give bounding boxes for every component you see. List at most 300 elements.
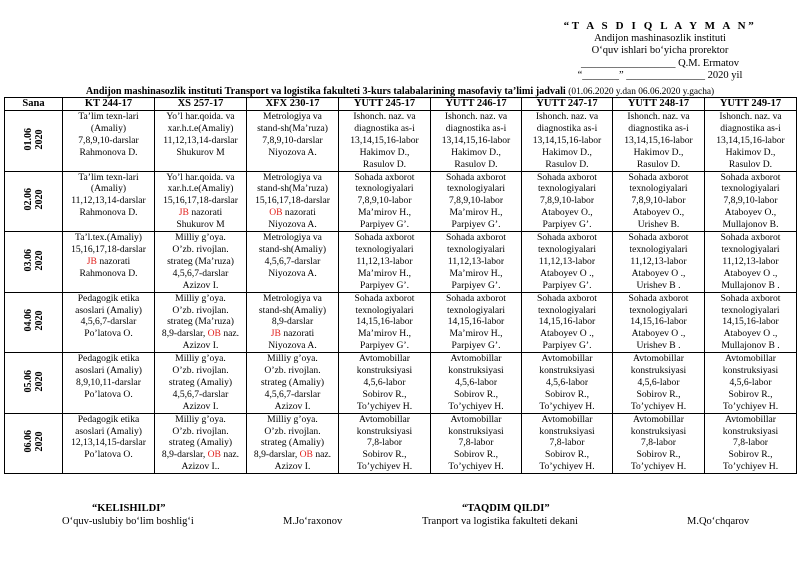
- cell-line: [248, 305, 337, 317]
- cell-text: Ma’mirov H.,: [449, 328, 503, 340]
- cell-text: Sobirov R.,: [545, 449, 589, 461]
- cell-text: 7,8-labor: [458, 437, 494, 449]
- date-cell: [5, 353, 63, 414]
- approval-institution: Andijon mashinasozlik instituti: [594, 32, 726, 44]
- presented-position: Tranport va logistika fakulteti dekani: [422, 516, 578, 527]
- approval-signature-line: __________________ Q.M. Ermatov: [580, 57, 740, 69]
- cell-line: [340, 135, 429, 147]
- cell-text: 8,9-darslar,: [161, 328, 208, 340]
- cell-line: [706, 316, 795, 328]
- cell-line: [248, 365, 337, 377]
- agreed-title: “KELISHILDI”: [92, 503, 166, 514]
- cell-text: Sohada axborot: [354, 232, 415, 244]
- cell-line: [340, 244, 429, 256]
- cell-text: Ataboyev O .,: [631, 267, 686, 279]
- cell-line: [432, 305, 520, 317]
- cell-line: [340, 172, 429, 184]
- cell-line: [64, 365, 153, 377]
- cell-text: To’ychiyev H.: [448, 461, 504, 473]
- cell-line: [432, 123, 520, 135]
- cell-text: Sohada axborot: [446, 292, 506, 304]
- cell-text: konstruksiyasi: [539, 365, 595, 377]
- cell-line: [248, 414, 337, 426]
- cell-line: [523, 244, 611, 256]
- cell-text: nazorati: [188, 207, 223, 219]
- schedule-cell: [613, 353, 705, 414]
- cell-line: [706, 401, 795, 413]
- cell-line: [248, 389, 337, 401]
- date-label: [23, 188, 45, 211]
- cell-text: konstruksiyasi: [722, 365, 779, 377]
- cell-text: 14,15,16-labor: [538, 316, 596, 328]
- cell-text: 13,14,15,16-labor: [350, 134, 419, 146]
- schedule-cell: [431, 111, 522, 172]
- schedule-cell: [247, 413, 339, 474]
- cell-line: [340, 389, 429, 401]
- cell-text: 14,15,16-labor: [630, 316, 687, 328]
- cell-line: [523, 256, 611, 268]
- cell-line: [523, 232, 611, 244]
- cell-text: Parpiyev G’.: [359, 279, 410, 291]
- cell-line: [614, 353, 703, 365]
- cell-line: [156, 449, 245, 461]
- cell-text: Azizov I.: [182, 279, 219, 291]
- cell-text: O’zb. rivojlan.: [172, 425, 229, 437]
- cell-text: Urishev B.: [637, 219, 680, 231]
- cell-line: [706, 426, 795, 438]
- agreed-position: O‘quv-uslubiy bo‘lim boshlig‘i: [62, 516, 194, 527]
- cell-line: [523, 219, 611, 231]
- column-header: YUTT 248-17: [613, 98, 705, 111]
- cell-line: [432, 268, 520, 280]
- cell-text: Azizov I.: [182, 400, 219, 412]
- cell-line: [614, 437, 703, 449]
- cell-line: [706, 183, 795, 195]
- cell-text: strateg (Ma’ruza): [167, 255, 234, 267]
- cell-text: 4,5,6,7-darslar: [172, 388, 229, 400]
- cell-line: [614, 365, 703, 377]
- cell-text: Metrologiya va: [263, 292, 322, 304]
- cell-line: [614, 135, 703, 147]
- cell-line: [706, 256, 795, 268]
- table-header-row: [5, 98, 797, 111]
- cell-line: [64, 377, 153, 389]
- cell-line: [248, 111, 337, 123]
- cell-line: [156, 426, 245, 438]
- cell-line: [432, 111, 520, 123]
- cell-line: [248, 401, 337, 413]
- control-type-label: OB: [299, 449, 313, 461]
- cell-line: [706, 111, 795, 123]
- cell-text: Niyozova A.: [268, 340, 317, 352]
- cell-text: Milliy g’oya.: [267, 413, 318, 425]
- cell-text: Metrologiya va: [263, 232, 322, 244]
- cell-text: 7,8,9,10-darslar: [78, 134, 139, 146]
- cell-text: Yo’l har.qoida. va: [166, 111, 235, 122]
- cell-text: Ataboyev O .,: [631, 328, 686, 340]
- cell-line: [248, 183, 337, 195]
- cell-line: [523, 195, 611, 207]
- cell-text: asoslari (Amaliy): [75, 304, 142, 316]
- control-type-label: JB: [86, 255, 97, 267]
- cell-text: Sohada axborot: [537, 232, 597, 244]
- cell-line: [432, 401, 520, 413]
- cell-line: [340, 183, 429, 195]
- cell-line: [340, 195, 429, 207]
- cell-line: [614, 305, 703, 317]
- cell-line: [706, 159, 795, 171]
- cell-text: Azizov I.: [274, 400, 311, 412]
- schedule-cell: [155, 232, 247, 293]
- cell-line: [156, 135, 245, 147]
- cell-text: To’ychiyev H.: [539, 400, 595, 412]
- cell-text: Sobirov R.,: [636, 388, 681, 400]
- table-body: [5, 111, 797, 474]
- cell-line: [432, 449, 520, 461]
- cell-text: Ataboyev O .,: [723, 328, 778, 340]
- table-row: [5, 171, 797, 232]
- cell-text: naz.: [312, 449, 332, 461]
- cell-line: [64, 353, 153, 365]
- cell-text: 8,9-darslar,: [161, 449, 208, 461]
- cell-line: [248, 232, 337, 244]
- cell-text: 14,15,16-labor: [722, 316, 779, 328]
- cell-text: 15,16,17,18-darslar: [255, 195, 330, 207]
- date-label: [23, 309, 45, 332]
- cell-line: [523, 365, 611, 377]
- cell-line: [248, 353, 337, 365]
- cell-line: [64, 426, 153, 438]
- schedule-cell: [155, 111, 247, 172]
- cell-text: konstruksiyasi: [630, 425, 687, 437]
- cell-text: Ataboyev O .,: [540, 267, 594, 279]
- cell-line: [432, 328, 520, 340]
- cell-line: [64, 316, 153, 328]
- cell-line: [432, 340, 520, 352]
- cell-text: texnologiyalari: [721, 243, 780, 255]
- cell-line: [248, 219, 337, 231]
- cell-text: Sohada axborot: [446, 232, 506, 244]
- cell-text: Rahmonova D.: [79, 207, 138, 219]
- cell-line: [614, 147, 703, 159]
- cell-line: [64, 328, 153, 340]
- cell-text: Sobirov R.,: [454, 388, 498, 400]
- cell-line: [64, 111, 153, 123]
- cell-text: O’zb. rivojlan.: [264, 425, 321, 437]
- cell-text: Hakimov D.,: [725, 146, 776, 158]
- cell-text: 4,5,6-labor: [363, 376, 406, 388]
- heading-period: (01.06.2020 y.dan 06.06.2020 y.gacha): [568, 87, 715, 97]
- cell-text: 11,12,13-labor: [722, 255, 779, 267]
- cell-text: texnologiyalari: [446, 243, 506, 255]
- cell-line: [156, 172, 245, 184]
- cell-line: [523, 280, 611, 292]
- cell-line: [156, 461, 245, 473]
- cell-text: Shukurov M: [176, 146, 225, 158]
- cell-line: [523, 414, 611, 426]
- cell-text: Urishev B .: [636, 279, 681, 291]
- cell-text: strateg (Amaliy): [260, 376, 325, 388]
- cell-text: 7,8,9,10-labor: [723, 195, 778, 207]
- presented-title: “TAQDIM QILDI”: [462, 503, 550, 514]
- cell-line: [64, 244, 153, 256]
- cell-text: Sohada axborot: [354, 292, 415, 304]
- cell-text: O’zb. rivojlan.: [172, 365, 229, 377]
- cell-text: texnologiyalari: [537, 243, 597, 255]
- cell-text: Ma’mirov H.,: [357, 207, 412, 219]
- cell-text: Ataboyev O .,: [540, 328, 594, 340]
- cell-text: Ma’mirov H.,: [449, 207, 503, 219]
- cell-text: 4,5,6,7-darslar: [172, 267, 229, 279]
- cell-line: [432, 195, 520, 207]
- control-type-label: OB: [207, 449, 221, 461]
- cell-line: [523, 316, 611, 328]
- cell-line: [64, 183, 153, 195]
- cell-line: [156, 293, 245, 305]
- date-part: 2020: [33, 128, 45, 149]
- cell-line: [340, 437, 429, 449]
- cell-line: [340, 256, 429, 268]
- schedule-cell: [522, 111, 613, 172]
- cell-line: [614, 461, 703, 473]
- cell-line: [432, 293, 520, 305]
- cell-line: [248, 437, 337, 449]
- cell-text: 4,5,6,7-darslar: [264, 255, 321, 267]
- cell-text: Mullajonov B .: [721, 340, 780, 352]
- cell-line: [706, 135, 795, 147]
- schedule-cell: [613, 413, 705, 474]
- cell-line: [248, 207, 337, 219]
- cell-line: [156, 377, 245, 389]
- cell-text: 4,5,6-labor: [729, 376, 772, 388]
- column-header: Sana: [5, 98, 63, 111]
- cell-line: [340, 449, 429, 461]
- cell-line: [614, 232, 703, 244]
- cell-text: Parpiyev G’.: [542, 219, 592, 231]
- cell-text: Avtomobillar: [725, 353, 776, 365]
- schedule-cell: [705, 353, 797, 414]
- cell-text: xar.h.t.e(Amaliy): [167, 122, 234, 134]
- cell-text: Sohada axborot: [354, 171, 415, 183]
- cell-line: [706, 268, 795, 280]
- cell-text: Sobirov R.,: [362, 449, 407, 461]
- cell-line: [706, 244, 795, 256]
- table-row: [5, 292, 797, 353]
- column-header: XS 257-17: [155, 98, 247, 111]
- cell-text: 12,13,14,15-darslar: [71, 437, 146, 449]
- cell-line: [156, 328, 245, 340]
- cell-line: [156, 316, 245, 328]
- cell-line: [340, 147, 429, 159]
- cell-text: Avtomobillar: [450, 413, 502, 425]
- cell-line: [706, 377, 795, 389]
- cell-text: Ataboyev O.,: [541, 207, 593, 219]
- cell-text: konstruksiyasi: [630, 365, 687, 377]
- cell-text: Rahmonova D.: [79, 267, 138, 279]
- cell-text: Ta’lim texn-lari: [78, 111, 139, 122]
- cell-line: [156, 305, 245, 317]
- cell-text: Parpiyev G’.: [451, 219, 501, 231]
- cell-line: [614, 159, 703, 171]
- cell-text: texnologiyalari: [537, 304, 597, 316]
- cell-text: Ta’l.tex.(Amaliy): [75, 232, 142, 244]
- schedule-cell: [155, 171, 247, 232]
- control-type-label: JB: [178, 207, 189, 219]
- cell-line: [432, 426, 520, 438]
- cell-text: Rasulov D.: [545, 158, 589, 170]
- approval-position: O‘quv ishlari bo‘yicha prorektor: [591, 45, 729, 57]
- cell-text: Sohada axborot: [628, 171, 689, 183]
- cell-line: [614, 207, 703, 219]
- cell-line: [432, 172, 520, 184]
- schedule-cell: [705, 413, 797, 474]
- cell-text: konstruksiyasi: [539, 425, 595, 437]
- cell-line: [156, 123, 245, 135]
- cell-text: 14,15,16-labor: [447, 316, 505, 328]
- cell-text: Parpiyev G’.: [359, 219, 410, 231]
- column-header: YUTT 245-17: [339, 98, 431, 111]
- cell-text: Niyozova A.: [268, 146, 317, 158]
- cell-line: [706, 305, 795, 317]
- cell-text: stand-sh(Ma’ruza): [257, 122, 328, 134]
- cell-line: [432, 232, 520, 244]
- cell-line: [706, 195, 795, 207]
- cell-line: [64, 123, 153, 135]
- cell-text: Mullajonov B.: [722, 219, 779, 231]
- cell-text: Milliy g’oya.: [175, 292, 226, 304]
- cell-text: Sohada axborot: [720, 232, 781, 244]
- date-cell: [5, 413, 63, 474]
- cell-line: [156, 207, 245, 219]
- cell-text: Sobirov R.,: [636, 449, 681, 461]
- cell-text: To’ychiyev H.: [448, 400, 504, 412]
- schedule-cell: [705, 111, 797, 172]
- cell-line: [614, 449, 703, 461]
- cell-text: 14,15,16-labor: [356, 316, 413, 328]
- cell-text: Parpiyev G’.: [451, 340, 501, 352]
- date-part: 06.06: [22, 430, 34, 453]
- cell-line: [156, 280, 245, 292]
- cell-text: asoslari (Amaliy): [75, 425, 142, 437]
- cell-text: Ishonch. naz. va: [353, 111, 416, 122]
- column-header: XFX 230-17: [247, 98, 339, 111]
- cell-line: [156, 111, 245, 123]
- cell-line: [614, 328, 703, 340]
- cell-line: [156, 437, 245, 449]
- cell-line: [523, 183, 611, 195]
- cell-line: [523, 340, 611, 352]
- cell-line: [64, 207, 153, 219]
- cell-text: texnologiyalari: [446, 304, 506, 316]
- cell-line: [523, 123, 611, 135]
- cell-line: [156, 147, 245, 159]
- cell-line: [156, 353, 245, 365]
- cell-text: Hakimov D.,: [359, 146, 410, 158]
- date-cell: [5, 292, 63, 353]
- cell-line: [340, 280, 429, 292]
- cell-line: [156, 256, 245, 268]
- cell-text: Rasulov D.: [362, 158, 407, 170]
- cell-text: Sobirov R.,: [545, 388, 589, 400]
- cell-line: [523, 268, 611, 280]
- cell-line: [614, 111, 703, 123]
- cell-text: Avtomobillar: [450, 353, 502, 365]
- cell-line: [340, 414, 429, 426]
- cell-line: [340, 316, 429, 328]
- date-part: 2020: [33, 431, 45, 452]
- schedule-cell: [155, 413, 247, 474]
- cell-text: 13,14,15,16-labor: [532, 134, 602, 146]
- cell-line: [64, 437, 153, 449]
- schedule-cell: [155, 292, 247, 353]
- cell-text: Ataboyev O.,: [724, 207, 777, 219]
- cell-line: [64, 305, 153, 317]
- cell-line: [706, 353, 795, 365]
- cell-text: Pedagogik etika: [77, 353, 140, 365]
- cell-line: [340, 232, 429, 244]
- schedule-cell: [522, 232, 613, 293]
- cell-line: [248, 377, 337, 389]
- cell-text: 7,8,9,10-labor: [448, 195, 504, 207]
- cell-line: [64, 232, 153, 244]
- schedule-cell: [613, 292, 705, 353]
- cell-text: 15,16,17,18-darslar: [71, 243, 146, 255]
- cell-text: texnologiyalari: [629, 304, 688, 316]
- cell-line: [248, 268, 337, 280]
- cell-line: [248, 316, 337, 328]
- date-part: 2020: [33, 249, 45, 270]
- schedule-cell: [431, 171, 522, 232]
- cell-text: 7,8,9,10-labor: [357, 195, 412, 207]
- cell-text: konstruksiyasi: [356, 425, 413, 437]
- schedule-cell: [431, 353, 522, 414]
- cell-text: Niyozova A.: [268, 267, 317, 279]
- cell-text: Milliy g’oya.: [267, 353, 318, 365]
- cell-line: [248, 426, 337, 438]
- date-label: [23, 370, 45, 393]
- column-header: YUTT 246-17: [431, 98, 522, 111]
- date-part: 2020: [33, 370, 45, 391]
- control-type-label: OB: [207, 328, 221, 340]
- schedule-cell: [247, 111, 339, 172]
- cell-line: [64, 195, 153, 207]
- cell-text: Pedagogik etika: [77, 413, 140, 425]
- cell-line: [248, 135, 337, 147]
- cell-text: strateg (Amaliy): [260, 437, 325, 449]
- cell-text: Shukurov M: [176, 219, 225, 231]
- cell-line: [523, 172, 611, 184]
- cell-text: (Amaliy): [90, 122, 127, 134]
- column-header: YUTT 249-17: [705, 98, 797, 111]
- cell-line: [64, 147, 153, 159]
- cell-text: 4,5,6-labor: [545, 376, 589, 388]
- cell-line: [614, 414, 703, 426]
- schedule-cell: [522, 171, 613, 232]
- date-part: 05.06: [22, 369, 34, 393]
- cell-text: Milliy g’oya.: [175, 353, 226, 365]
- schedule-cell: [613, 232, 705, 293]
- cell-line: [340, 426, 429, 438]
- cell-text: konstruksiyasi: [722, 425, 779, 437]
- cell-text: Ataboyev O .,: [723, 267, 778, 279]
- schedule-cell: [431, 292, 522, 353]
- cell-text: Ishonch. naz. va: [627, 111, 690, 122]
- cell-line: [706, 414, 795, 426]
- cell-text: naz.: [220, 328, 240, 340]
- cell-line: [614, 195, 703, 207]
- cell-line: [248, 461, 337, 473]
- cell-line: [614, 401, 703, 413]
